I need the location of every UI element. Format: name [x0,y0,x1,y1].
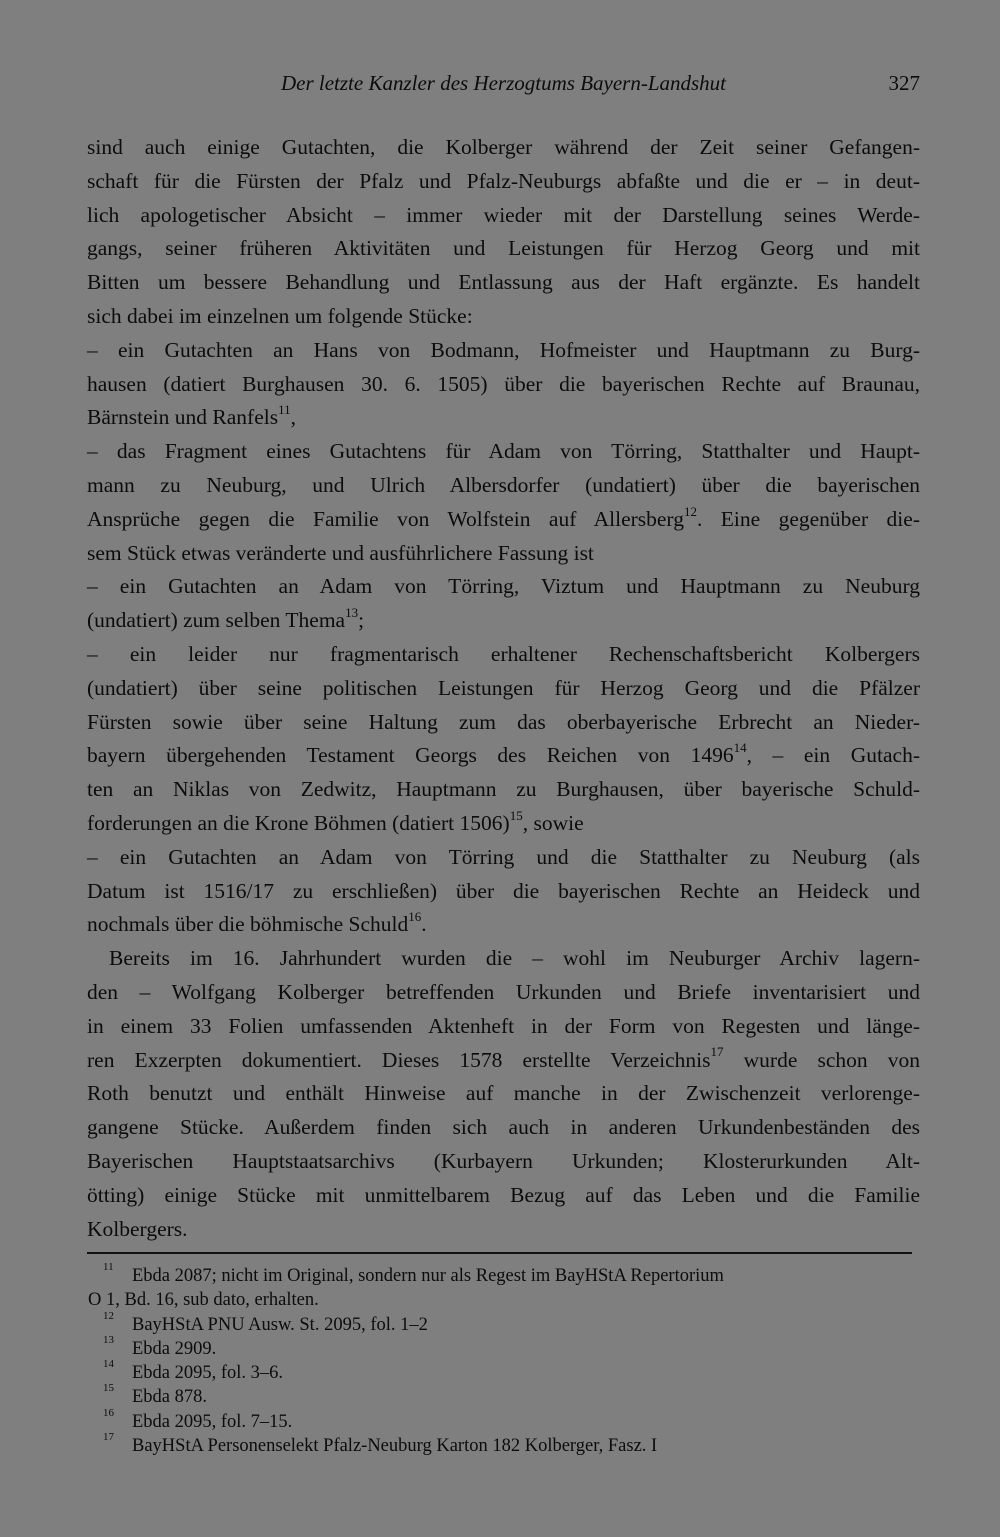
text-line [87,401,920,435]
footnote-text: Ebda 2095, fol. 3–6. [132,1363,284,1384]
footnote [103,1406,913,1434]
text-segment: wurde schon von [723,1047,920,1072]
text-line: – ein Gutachten an Hans von Bodmann, Hofmeister und Hauptmann zu Burg- [87,337,920,362]
text-segment: (undatiert) zum selben Thema [87,608,346,633]
text-line: lich apologetischer Absicht – immer wieder mit der Darstellung seines Werde- [87,202,920,227]
text-segment: nochmals über die böhmische Schuld [87,912,409,937]
footnote [103,1261,913,1288]
footnote [103,1431,913,1458]
footnote [103,1333,913,1361]
body-text [87,131,920,1246]
text-line: (undatiert) über seine politischen Leistungen für Herzog Georg und die Pfälzer [87,675,920,700]
text-line: Bitten um bessere Behandlung und Entlassung aus der Haft ergänzte. Es handelt [87,270,920,295]
footnote-number: 15 [103,1382,114,1395]
footnote-ref[interactable]: 13 [345,605,359,620]
footnote-text: BayHStA PNU Ausw. St. 2095, fol. 1–2 [132,1314,428,1335]
footnote-text: BayHStA Personenselekt Pfalz-Neuburg Karton 182 Kolberger, Fasz. I [132,1436,658,1457]
text-line: sem Stück etwas veränderte und ausführlichere Fassung ist [87,540,594,565]
punctuation: . [421,912,427,937]
footnote-ref[interactable]: 15 [509,807,523,823]
text-line: Bayerischen Hauptstaatsarchivs (Kurbayern Urkunden; Klosterurkunden Alt- [87,1148,920,1173]
footnote-separator [87,1252,912,1254]
text-line: hausen (datiert Burghausen 30. 6. 1505) über die bayerischen Rechte auf Braunau, [87,371,920,396]
text-segment: forderungen an die Krone Böhmen (datiert 1506) [87,810,510,835]
footnote-ref[interactable]: 17 [710,1044,724,1060]
text-line [87,503,920,537]
page-number: 327 [888,71,920,95]
footnote-number: 14 [103,1358,114,1371]
running-title: Der letzte Kanzler des Herzogtums Bayern-Landshut [280,71,727,95]
footnote-text-continued: O 1, Bd. 16, sub dato, erhalten. [88,1290,319,1311]
text-segment: bayern übergehenden Testament Georgs des Reichen von 1496 [87,743,734,768]
footnote-ref[interactable]: 12 [683,503,697,519]
text-line: Roth benutzt und enthält Hinweise auf manche in der Zwischenzeit verlorenge- [87,1081,920,1106]
footnote-text: Ebda 2087; nicht im Original, sondern nur als Regest im BayHStA Repertorium [132,1266,724,1286]
footnote-number: 17 [103,1431,114,1444]
text-line [87,908,920,942]
footnote-text: Ebda 878. [132,1387,208,1408]
footnote-text: Ebda 2095, fol. 7–15. [132,1411,293,1432]
text-line [87,604,920,638]
text-line: – ein Gutachten an Adam von Törring und die Statthalter zu Neuburg (als [87,844,920,869]
text-segment: , sowie [522,810,584,835]
footnote-number: 13 [103,1333,114,1346]
footnote [103,1358,913,1385]
punctuation: ; [358,608,365,633]
page-header [87,66,920,100]
text-line: – ein Gutachten an Adam von Törring, Viztum und Hauptmann zu Neuburg [87,574,920,599]
text-line: Kolbergers. [87,1216,188,1241]
footnotes [88,1261,913,1458]
text-line: ötting) einige Stücke mit unmittelbarem Bezug auf das Leben und die Familie [87,1182,920,1207]
footnote-ref[interactable]: 14 [733,740,747,756]
footnote-number: 11 [103,1261,114,1273]
footnote-text: Ebda 2909. [132,1338,217,1359]
text-line: Fürsten sowie über seine Haltung zum das oberbayerische Erbrecht an Nieder- [87,709,920,734]
footnote-number: 12 [103,1309,114,1322]
text-segment: Bärnstein und Ranfels [87,405,279,430]
text-line [87,1044,920,1078]
text-segment: ren Exzerpten dokumentiert. Dieses 1578 erstellte Verzeichnis [87,1047,711,1072]
text-segment: . Eine gegenüber die- [696,506,920,531]
punctuation: , [290,405,296,430]
text-line: sind auch einige Gutachten, die Kolberger während der Zeit seiner Gefangen- [87,135,920,159]
footnote-number: 16 [103,1406,114,1419]
footnote [103,1382,913,1409]
text-line: gangene Stücke. Außerdem finden sich auch in anderen Urkundenbeständen des [87,1115,920,1140]
text-line: in einem 33 Folien umfassenden Aktenheft in der Form von Regesten und länge- [87,1013,920,1038]
text-line: sich dabei im einzelnen um folgende Stücke: [87,303,473,328]
text-line: ten an Niklas von Zedwitz, Hauptmann zu Burghausen, über bayerische Schuld- [87,777,920,802]
text-line: – ein leider nur fragmentarisch erhaltener Rechenschaftsbericht Kolbergers [87,641,920,666]
footnote [103,1309,913,1337]
text-line [87,739,920,773]
text-line: Bereits im 16. Jahrhundert wurden die – wohl im Neuburger Archiv lagern- [109,946,920,971]
text-line: gangs, seiner früheren Aktivitäten und Leistungen für Herzog Georg und mit [87,236,920,261]
text-segment: , – ein Gutach- [746,743,921,768]
text-line: den – Wolfgang Kolberger betreffenden Urkunden und Briefe inventarisiert und [87,979,920,1004]
text-segment: Ansprüche gegen die Familie von Wolfstein auf Allersberg [87,506,684,531]
text-line [87,807,920,841]
footnote-ref[interactable]: 16 [408,909,422,925]
text-line: – das Fragment eines Gutachtens für Adam von Törring, Statthalter und Haupt- [87,439,920,464]
text-line: Datum ist 1516/17 zu erschließen) über die bayerischen Rechte an Heideck und [87,878,920,903]
text-line: mann zu Neuburg, und Ulrich Albersdorfer (undatiert) über die bayerischen [87,472,920,497]
text-line: schaft für die Fürsten der Pfalz und Pfalz-Neuburgs abfaßte und die er – in deut- [87,168,920,193]
footnote-ref[interactable]: 11 [278,402,291,418]
